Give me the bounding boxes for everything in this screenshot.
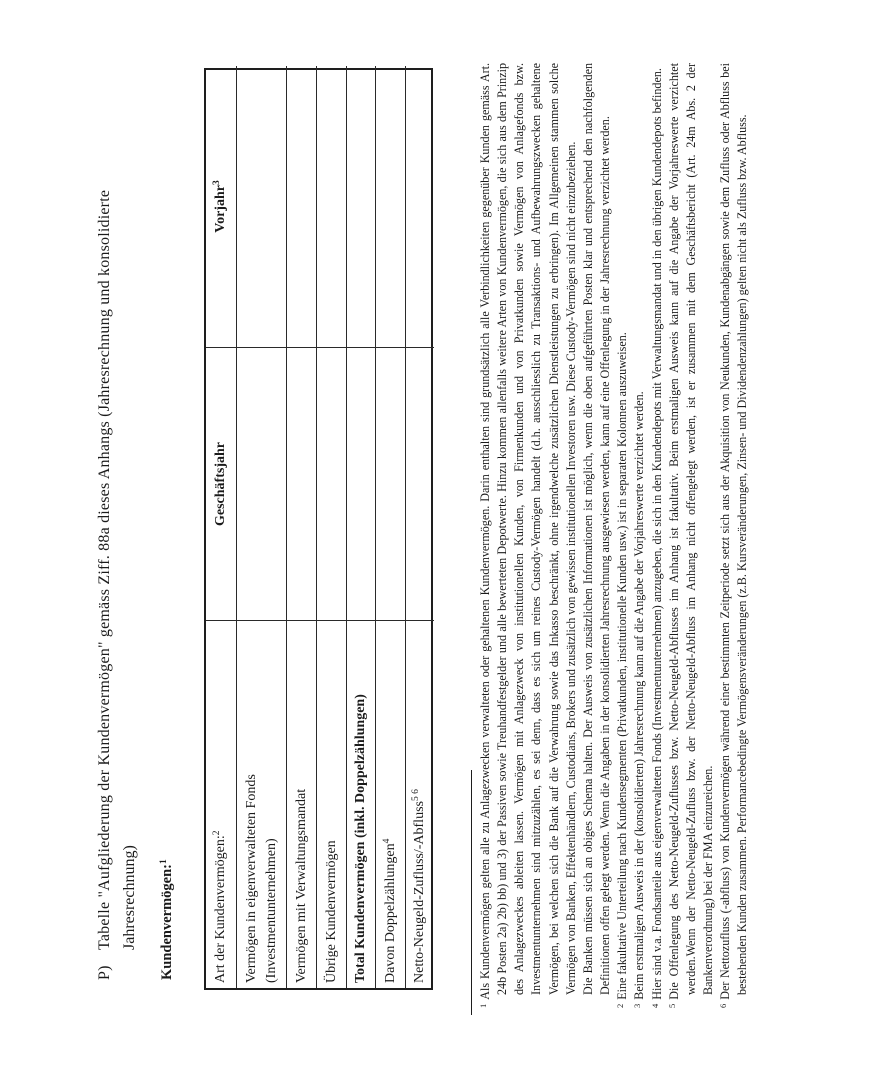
row-label-davon-doppelzaehlungen: [375, 621, 405, 988]
row-label-verwaltungsmandat: [286, 621, 316, 988]
value-cell-vorjahr-total: [346, 66, 375, 348]
section-title: [96, 190, 114, 980]
footnotes-block: [477, 63, 752, 1008]
value-cell-vorjahr-verwaltungsmandat: [286, 66, 316, 348]
row-label-line1: Übrige Kundenvermögen: [323, 840, 339, 983]
footnote-ref-4: 4: [381, 838, 392, 844]
kundenvermoegen-table: [204, 68, 433, 990]
header-vorjahr-label: Vorjahr: [213, 185, 228, 233]
footnote-ref-5-6: 5 6: [411, 789, 421, 802]
footnote-1: [477, 63, 580, 1008]
value-cell-geschaeftsjahr-netto-neugeld: [405, 348, 434, 621]
footnote-ref-1: 1: [159, 859, 169, 864]
header-cell-geschaeftsjahr: [206, 348, 236, 621]
footnote-number: 6: [718, 1003, 729, 1008]
footnote-text: Hier sind v.a. Fondsanteile aus eigenverwalteten Fonds (Investmentunternehmen) anzugeben, die sich in den Kundendepots mit Verwaltungsmandat und in den übrigen Kundendepots befinden.: [649, 68, 664, 1000]
footnote-text: Der Nettozufluss (-abfluss) von Kundenvermögen während einer bestimmten Zeitperiode setzt sich aus der Akquisition von Neukunden, Kundenabgängen sowie dem Zufluss oder Abfluss bei bestehenden Kunden zusammen. Performancebedingte Vermögensveränderungen (z.B. Kursveränderungen, Zinsen- und Dividendenzahlungen) gelten nicht als Zufluss bzw. Abfluss.: [718, 63, 750, 1000]
footnote-4: [649, 63, 666, 1008]
header-cell-vorjahr: [206, 66, 236, 348]
row-label-line2: (Investmentunternehmen): [263, 838, 279, 983]
footnote-2: [614, 63, 631, 1008]
footnote-5: [666, 63, 717, 1008]
footnote-text: Beim erstmaligen Ausweis in der (konsolidierten) Jahresrechnung kann auf die Angabe der Vorjahreswerte verzichtet werden.: [632, 391, 647, 1000]
footnote-text: Eine fakultative Unterteilung nach Kundensegmenten (Privatkunden, institutionelle Kunden usw.) ist in separaten Kolonnen auszuweisen.: [615, 332, 630, 1000]
footnote-3: [631, 63, 648, 1008]
footnote-separator: [471, 770, 472, 1015]
header-geschaeftsjahr-label: Geschäftsjahr: [213, 442, 228, 526]
value-cell-geschaeftsjahr-eigenverwaltete-fonds: [236, 348, 286, 621]
footnote-number: 2: [615, 1003, 626, 1008]
row-label-total-kundenvermoegen: [346, 621, 375, 988]
value-cell-vorjahr-doppelzaehlungen: [375, 66, 405, 348]
section-title-text: Tabelle "Aufgliederung der Kundenvermögen" gemäss Ziff. 88a dieses Anhangs (Jahresrechnung und konsolidierte: [96, 189, 113, 950]
value-cell-geschaeftsjahr-uebrige: [316, 348, 346, 621]
value-cell-geschaeftsjahr-total: [346, 348, 375, 621]
row-label-line1: Netto-Neugeld-Zufluss/-Abfluss: [412, 801, 427, 983]
value-cell-vorjahr-eigenverwaltete-fonds: [236, 66, 286, 348]
header-art-label: Art der Kundenvermögen:: [213, 835, 228, 983]
row-label-line1: Vermögen in eigenverwalteten Fonds: [243, 774, 259, 983]
footnote-number: 4: [649, 1003, 660, 1008]
value-cell-geschaeftsjahr-doppelzaehlungen: [375, 348, 405, 621]
footnote-1-continuation: Die Banken müssen sich an obiges Schema halten. Der Ausweis von zusätzlichen Informationen ist möglich, wenn die oben aufgeführten Posten klar und entsprechend den nachfolgenden Definitionen offen gelegt werden. Wenn die Angaben in der konsolidierten Jahresrechnung ausgewiesen werden, kann auf eine Offenlegung in der Jahresrechnung verzichtet werden.: [580, 63, 613, 995]
row-label-netto-neugeld: [405, 621, 434, 988]
footnote-number: 1: [478, 1003, 488, 1008]
footnote-number: 5: [666, 1003, 677, 1008]
footnote-ref-2: 2: [212, 830, 222, 836]
value-cell-vorjahr-netto-neugeld: [405, 66, 434, 348]
row-label-line1: Vermögen mit Verwaltungsmandat: [293, 788, 309, 983]
footnote-6: [717, 63, 751, 1008]
header-cell-art: [206, 621, 236, 988]
footnote-ref-3: 3: [212, 180, 222, 186]
table-caption: [159, 859, 176, 980]
footnote-text: Als Kundenvermögen gelten alle zu Anlagezwecken verwalteten oder gehaltenen Kundenvermögen. Darin enthalten sind grundsätzlich alle Verbindlichkeiten gegenüber Kunden gemäss Art. 24b Posten 2a) 2b) bb) und 3) der Passiven sowie Treuhandfestgelder und alle bewerteten Depotwerte. Hinzu kommen allenfalls weitere Arten von Kundenvermögen, die sich aus dem Prinzip des Anlagezweckes ableiten lassen. Vermögen mit Anlagezweck von institutionellen Kunden, von Firmenkunden und von Privatkunden sowie Vermögen von Anlagefonds bzw. Investmentunternehmen sind mitzuzählen, es sei denn, dass es sich um reines Custody-Vermögen handelt (d.h. ausschliesslich zu Transaktions- und Aufbewahrungszwecken gehaltene Vermögen, bei welchen sich die Bank auf die Verwahrung sowie das Inkasso beschränkt, ohne irgendwelche zusätzlichen Dienstleistungen zu erbringen). Im Allgemeinen stammen solche Vermögen von Banken, Effektenhändlern, Custodians, Brokers und zusätzlich von gewissen institutionellen Investoren usw. Diese Custody-Vermögen sind nicht einzubeziehen.: [478, 63, 578, 1000]
row-label-line1: Davon Doppelzählungen: [382, 843, 398, 983]
table-caption-text: Kundenvermögen:: [159, 864, 175, 980]
row-label-line1: Total Kundenvermögen (inkl. Doppelzählungen): [353, 694, 368, 983]
value-cell-vorjahr-uebrige: [316, 66, 346, 348]
footnote-text: Die Offenlegung des Netto-Neugeld-Zuflusses bzw. Netto-Neugeld-Abflusses im Anhang ist fakultativ. Beim erstmaligen Ausweis kann auf die Angabe der Vorjahreswerte verzichtet werden.Wenn der Netto-Neugeld-Zufluss bzw. der Netto-Neugeld-Abfluss im Anhang nicht offengelegt werden, ist er zusammen mit dem Geschäftsbericht (Art. 24m Abs. 2 der Bankenverordnung) bei der FMA einzureichen.: [666, 63, 716, 1000]
row-label-uebrige-kundenvermoegen: [316, 621, 346, 988]
value-cell-geschaeftsjahr-verwaltungsmandat: [286, 348, 316, 621]
footnote-number: 3: [632, 1003, 643, 1008]
row-label-eigenverwaltete-fonds: [236, 621, 286, 988]
section-title-line2: Jahresrechnung): [121, 845, 138, 950]
section-letter: P): [96, 965, 113, 980]
